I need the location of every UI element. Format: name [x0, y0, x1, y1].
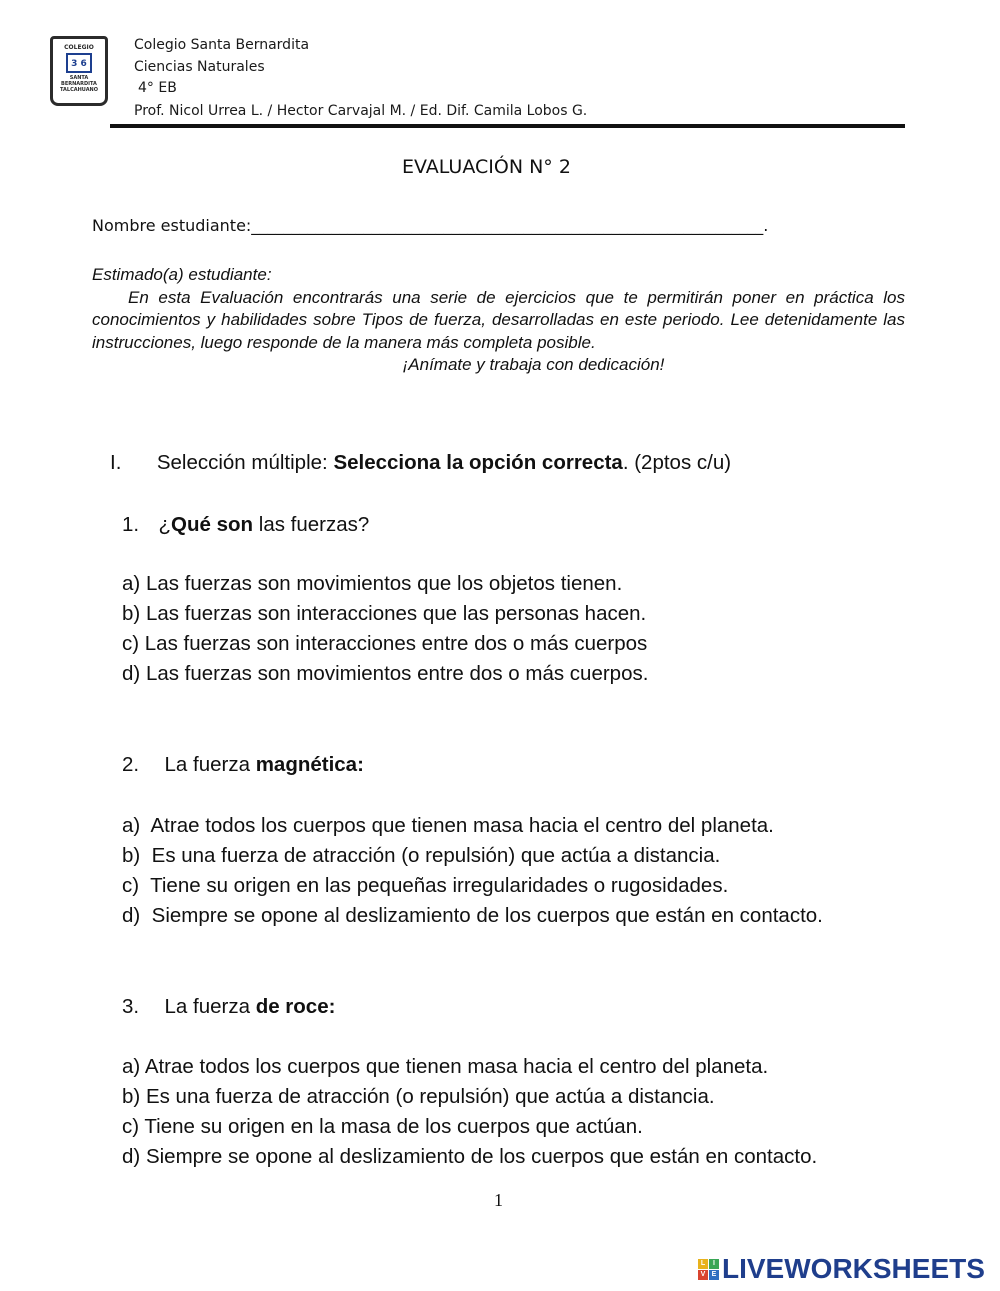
- option-text: Tiene su origen en la masa de los cuerpos que actúan.: [144, 1115, 643, 1138]
- question-number: 3.: [122, 995, 140, 1018]
- option-letter: d): [122, 662, 141, 685]
- question-2-stem: [122, 753, 364, 777]
- option-3d[interactable]: [122, 1145, 817, 1169]
- option-text: Siempre se opone al deslizamiento de los cuerpos que están en contacto.: [151, 904, 823, 927]
- logo-label-bottom-2: BERNARDITA: [61, 81, 97, 87]
- question-number: 2.: [122, 753, 140, 776]
- option-1b[interactable]: [122, 602, 646, 626]
- option-1c[interactable]: [122, 632, 647, 656]
- question-emphasis: de roce:: [255, 995, 336, 1018]
- option-text: Las fuerzas son movimientos entre dos o más cuerpos.: [145, 662, 649, 685]
- intro-body: En esta Evaluación encontrarás una serie de ejercicios que te permitirán poner en práctica los conocimientos y habilidades sobre Tipos de fuerza, desarrolladas en este periodo. Lee detenidamente las instrucciones, luego responde de la manera más completa posible.: [92, 287, 905, 352]
- section-points: . (2ptos c/u): [622, 451, 732, 474]
- option-1a[interactable]: [122, 572, 622, 596]
- logo-square: I: [709, 1259, 719, 1269]
- teachers-line: Prof. Nicol Urrea L. / Hector Carvajal M. / Ed. Dif. Camila Lobos G.: [134, 103, 588, 119]
- option-letter: b): [122, 844, 141, 867]
- logo-label-bottom-3: TALCAHUANO: [59, 87, 98, 93]
- intro-encouragement: ¡Anímate y trabaja con dedicación!: [402, 355, 665, 374]
- logo-square: L: [698, 1259, 708, 1269]
- question-1-stem: [122, 513, 369, 537]
- option-letter: b): [122, 1085, 141, 1108]
- liveworksheets-text: LIVEWORKSHEETS: [722, 1253, 985, 1284]
- option-letter: c): [122, 874, 140, 897]
- question-text: ¿: [158, 513, 172, 536]
- option-letter: c): [122, 1115, 140, 1138]
- option-letter: d): [122, 904, 141, 927]
- question-text: las fuerzas?: [253, 513, 370, 536]
- liveworksheets-logo: [698, 1253, 985, 1285]
- logo-label-bottom-1: SANTA: [69, 75, 89, 81]
- option-text: Atrae todos los cuerpos que tienen masa hacia el centro del planeta.: [144, 1055, 769, 1078]
- option-3c[interactable]: [122, 1115, 643, 1139]
- student-name-field[interactable]: Nombre estudiante:________________________________________________________________.: [92, 216, 769, 235]
- page-title: EVALUACIÓN N° 2: [402, 156, 571, 178]
- logo-square: V: [698, 1270, 708, 1280]
- question-number: 1.: [122, 513, 140, 536]
- option-text: Es una fuerza de atracción (o repulsión) que actúa a distancia.: [151, 844, 721, 867]
- option-text: Las fuerzas son movimientos que los objetos tienen.: [145, 572, 623, 595]
- option-letter: a): [122, 1055, 141, 1078]
- option-3a[interactable]: [122, 1055, 768, 1079]
- header-rule: [110, 124, 905, 128]
- logo-mark: 3 6: [66, 53, 92, 73]
- school-logo: [50, 36, 108, 106]
- option-2c[interactable]: [122, 874, 728, 898]
- section-label: Selección múltiple:: [156, 451, 334, 474]
- option-letter: d): [122, 1145, 141, 1168]
- section-heading: [110, 451, 731, 475]
- option-letter: b): [122, 602, 141, 625]
- question-text: La fuerza: [164, 753, 256, 776]
- option-text: Las fuerzas son interacciones que las personas hacen.: [145, 602, 647, 625]
- option-text: Atrae todos los cuerpos que tienen masa hacia el centro del planeta.: [150, 814, 774, 837]
- option-text: Siempre se opone al deslizamiento de los cuerpos que están en contacto.: [145, 1145, 818, 1168]
- grade-label: 4° EB: [138, 80, 177, 96]
- question-emphasis: Qué son: [171, 513, 254, 536]
- question-text: La fuerza: [164, 995, 256, 1018]
- section-instruction: Selecciona la opción correcta: [333, 451, 623, 474]
- option-2b[interactable]: [122, 844, 720, 868]
- option-letter: a): [122, 814, 141, 837]
- liveworksheets-squares-icon: [698, 1259, 719, 1280]
- option-letter: c): [122, 632, 140, 655]
- option-1d[interactable]: [122, 662, 648, 686]
- option-text: Tiene su origen en las pequeñas irregularidades o rugosidades.: [150, 874, 729, 897]
- school-name: Colegio Santa Bernardita: [134, 37, 310, 53]
- option-3b[interactable]: [122, 1085, 715, 1109]
- section-number: I.: [110, 451, 122, 474]
- intro-greeting: Estimado(a) estudiante:: [92, 265, 272, 284]
- option-text: Las fuerzas son interacciones entre dos o más cuerpos: [144, 632, 648, 655]
- page-number: 1: [494, 1190, 503, 1210]
- question-emphasis: magnética:: [255, 753, 364, 776]
- subject-name: Ciencias Naturales: [134, 59, 265, 75]
- option-text: Es una fuerza de atracción (o repulsión) que actúa a distancia.: [145, 1085, 715, 1108]
- option-letter: a): [122, 572, 141, 595]
- intro-block: [92, 264, 905, 377]
- logo-label-top: COLEGIO: [64, 44, 94, 51]
- logo-square: E: [709, 1270, 719, 1280]
- option-2d[interactable]: [122, 904, 823, 928]
- question-3-stem: [122, 995, 335, 1019]
- option-2a[interactable]: [122, 814, 774, 838]
